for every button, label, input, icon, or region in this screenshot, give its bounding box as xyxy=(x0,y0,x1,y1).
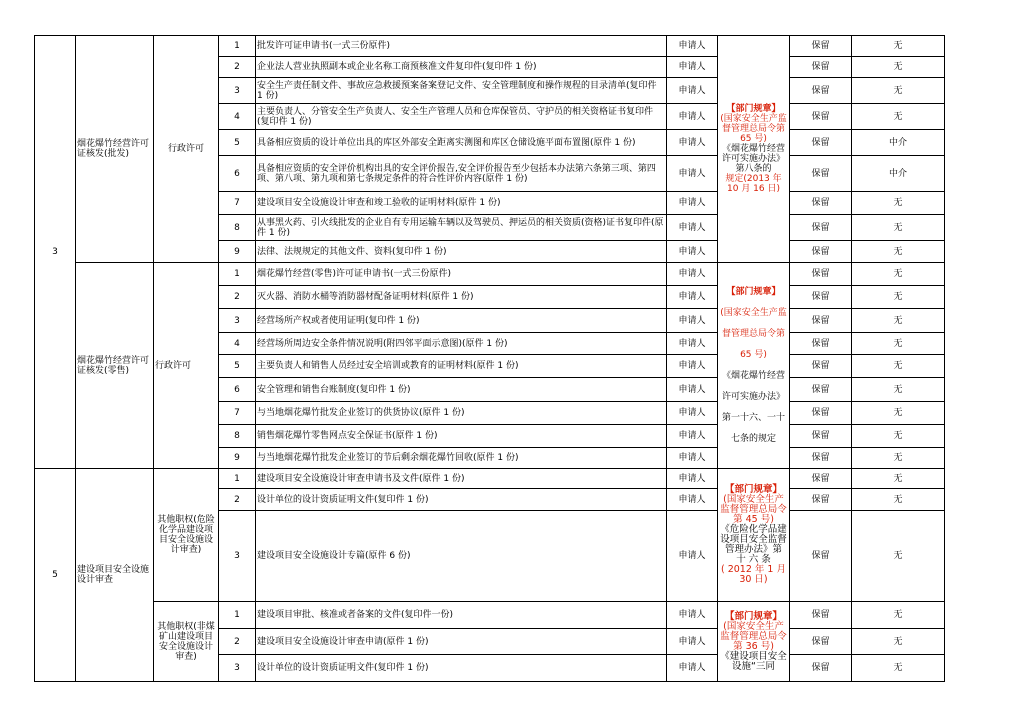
material-source: 申请人 xyxy=(667,104,718,130)
intermediary: 无 xyxy=(852,448,945,469)
row-index: 5 xyxy=(219,130,256,156)
row-index: 7 xyxy=(219,192,256,215)
keep-status: 保留 xyxy=(790,655,852,682)
intermediary: 无 xyxy=(852,378,945,402)
material-name: 灭火器、消防水桶等消防器材配备证明材料(原件 1 份) xyxy=(256,286,667,309)
material-name: 主要负责人和销售人员经过安全培训或教育的证明材料(原件 1 份) xyxy=(256,355,667,378)
row-index: 3 xyxy=(219,655,256,682)
section-number: 3 xyxy=(35,36,76,469)
intermediary: 无 xyxy=(852,425,945,448)
material-name: 烟花爆竹经营(零售)许可证申请书(一式三份原件) xyxy=(256,263,667,286)
row-index: 4 xyxy=(219,333,256,355)
keep-status: 保留 xyxy=(790,402,852,425)
material-source: 申请人 xyxy=(667,378,718,402)
intermediary: 无 xyxy=(852,655,945,682)
basis-title: 《烟花爆竹经营许可实施办法》第八条的 xyxy=(721,144,785,174)
keep-status: 保留 xyxy=(790,309,852,333)
matter-category: 其他职权(非煤矿山建设项目安全设施设计审查) xyxy=(154,602,219,682)
row-index: 2 xyxy=(219,489,256,511)
table-row xyxy=(35,263,945,286)
basis-title: 《烟花爆竹经营许可实施办法》第一十六、一十七条的规定 xyxy=(721,370,785,444)
intermediary: 中介 xyxy=(852,130,945,156)
material-source: 申请人 xyxy=(667,215,718,241)
material-name: 与当地烟花爆竹批发企业签订的供货协议(原件 1 份) xyxy=(256,402,667,425)
material-name: 批发许可证申请书(一式三份原件) xyxy=(256,36,667,57)
material-name: 企业法人营业执照副本或企业名称工商预核准文件复印件(复印件 1 份) xyxy=(256,57,667,78)
intermediary: 无 xyxy=(852,469,945,489)
material-name: 建设项目安全设施设计专篇(原件 6 份) xyxy=(256,511,667,602)
material-name: 法律、法规规定的其他文件、资料(复印件 1 份) xyxy=(256,241,667,263)
basis-tag: 【部门规章】 xyxy=(724,484,782,495)
material-name: 具备相应资质的设计单位出具的库区外部安全距离实测图和库区仓储设施平面布置图(原件 1 份) xyxy=(256,130,667,156)
intermediary: 无 xyxy=(852,309,945,333)
keep-status: 保留 xyxy=(790,57,852,78)
keep-status: 保留 xyxy=(790,602,852,629)
intermediary: 无 xyxy=(852,402,945,425)
basis-tag: 【部门规章】 xyxy=(726,104,781,114)
material-name: 建设项目审批、核准或者备案的文件(复印件一份) xyxy=(256,602,667,629)
row-index: 1 xyxy=(219,469,256,489)
row-index: 8 xyxy=(219,215,256,241)
intermediary: 无 xyxy=(852,355,945,378)
intermediary: 无 xyxy=(852,263,945,286)
row-index: 7 xyxy=(219,402,256,425)
legal-basis xyxy=(718,263,790,469)
material-source: 申请人 xyxy=(667,469,718,489)
keep-status: 保留 xyxy=(790,425,852,448)
material-source: 申请人 xyxy=(667,286,718,309)
keep-status: 保留 xyxy=(790,192,852,215)
keep-status: 保留 xyxy=(790,156,852,192)
matter-name: 建设项目安全设施设计审查 xyxy=(76,469,154,682)
intermediary: 无 xyxy=(852,333,945,355)
intermediary: 无 xyxy=(852,57,945,78)
material-source: 申请人 xyxy=(667,655,718,682)
material-name: 设计单位的设计资质证明文件(复印件 1 份) xyxy=(256,489,667,511)
intermediary: 无 xyxy=(852,104,945,130)
keep-status: 保留 xyxy=(790,104,852,130)
basis-date: ( 2012 年 1 月 30 日) xyxy=(720,564,786,585)
legal-basis xyxy=(718,602,790,682)
material-source: 申请人 xyxy=(667,425,718,448)
material-name: 建设项目安全设施设计审查申请(原件 1 份) xyxy=(256,629,667,655)
material-name: 从事黑火药、引火线批发的企业自有专用运输车辆以及驾驶员、押运员的相关资质(资格)证书复印件(原件 1 份) xyxy=(256,215,667,241)
material-source: 申请人 xyxy=(667,192,718,215)
row-index: 5 xyxy=(219,355,256,378)
keep-status: 保留 xyxy=(790,215,852,241)
material-source: 申请人 xyxy=(667,629,718,655)
material-name: 设计单位的设计资质证明文件(复印件 1 份) xyxy=(256,655,667,682)
table-row xyxy=(35,469,945,489)
material-source: 申请人 xyxy=(667,333,718,355)
intermediary: 无 xyxy=(852,629,945,655)
material-name: 主要负责人、分管安全生产负责人、安全生产管理人员和仓库保管员、守护员的相关资格证书复印件(复印件 1 份) xyxy=(256,104,667,130)
basis-date: 规定(2013 年 10 月 16 日) xyxy=(725,174,782,194)
row-index: 1 xyxy=(219,36,256,57)
material-source: 申请人 xyxy=(667,602,718,629)
material-name: 安全管理和销售台账制度(复印件 1 份) xyxy=(256,378,667,402)
material-source: 申请人 xyxy=(667,78,718,104)
row-index: 2 xyxy=(219,286,256,309)
material-source: 申请人 xyxy=(667,511,718,602)
intermediary: 无 xyxy=(852,192,945,215)
row-index: 4 xyxy=(219,104,256,130)
material-name: 具备相应资质的安全评价机构出具的安全评价报告,安全评价报告至少包括本办法第六条第三项、第四项、第八项、第九项和第七条规定条件的符合性评价内容(原件 1 份) xyxy=(256,156,667,192)
keep-status: 保留 xyxy=(790,629,852,655)
matter-category: 其他职权(危险化学品建设项目安全设施设计审查) xyxy=(154,469,219,602)
keep-status: 保留 xyxy=(790,333,852,355)
material-source: 申请人 xyxy=(667,36,718,57)
keep-status: 保留 xyxy=(790,263,852,286)
basis-line: (国家安全生产监督管理总局令第 36 号) xyxy=(720,620,787,652)
row-index: 2 xyxy=(219,629,256,655)
basis-tag: 【部门规章】 xyxy=(724,610,782,622)
intermediary: 无 xyxy=(852,511,945,602)
keep-status: 保留 xyxy=(790,36,852,57)
keep-status: 保留 xyxy=(790,78,852,104)
material-name: 经营场所产权或者使用证明(复印件 1 份) xyxy=(256,309,667,333)
keep-status: 保留 xyxy=(790,130,852,156)
material-source: 申请人 xyxy=(667,156,718,192)
keep-status: 保留 xyxy=(790,469,852,489)
material-name: 建设项目安全设施设计审查和竣工验收的证明材料(原件 1 份) xyxy=(256,192,667,215)
basis-line: (国家安全生产监督管理总局令第 65 号) xyxy=(720,114,787,144)
keep-status: 保留 xyxy=(790,489,852,511)
material-name: 经营场所周边安全条件情况说明(附四邻平面示意图)(原件 1 份) xyxy=(256,333,667,355)
keep-status: 保留 xyxy=(790,241,852,263)
material-source: 申请人 xyxy=(667,57,718,78)
matter-name: 烟花爆竹经营许可证核发(零售) xyxy=(76,263,154,469)
matter-category: 行政许可 xyxy=(154,263,219,469)
intermediary: 中介 xyxy=(852,156,945,192)
intermediary: 无 xyxy=(852,489,945,511)
keep-status: 保留 xyxy=(790,355,852,378)
material-source: 申请人 xyxy=(667,489,718,511)
row-index: 3 xyxy=(219,309,256,333)
row-index: 2 xyxy=(219,57,256,78)
legal-basis xyxy=(718,36,790,263)
material-name: 销售烟花爆竹零售网点安全保证书(原件 1 份) xyxy=(256,425,667,448)
material-name: 建设项目安全设施设计审查申请书及文件(原件 1 份) xyxy=(256,469,667,489)
material-name: 安全生产责任制文件、事故应急救援预案备案登记文件、安全管理制度和操作规程的目录清单(复印件 1 份) xyxy=(256,78,667,104)
keep-status: 保留 xyxy=(790,378,852,402)
basis-title: 《危险化学品建设项目安全监督管理办法》第 十 六 条 xyxy=(720,524,787,565)
material-source: 申请人 xyxy=(667,448,718,469)
row-index: 9 xyxy=(219,448,256,469)
matter-name: 烟花爆竹经营许可证核发(批发) xyxy=(76,36,154,263)
matter-category: 行政许可 xyxy=(154,36,219,263)
material-source: 申请人 xyxy=(667,241,718,263)
row-index: 1 xyxy=(219,602,256,629)
legal-basis xyxy=(718,469,790,602)
intermediary: 无 xyxy=(852,215,945,241)
row-index: 6 xyxy=(219,378,256,402)
material-name: 与当地烟花爆竹批发企业签订的节后剩余烟花爆竹回收(原件 1 份) xyxy=(256,448,667,469)
row-index: 9 xyxy=(219,241,256,263)
keep-status: 保留 xyxy=(790,286,852,309)
basis-title: 《建设项目安全设施“三同 xyxy=(720,650,787,672)
material-source: 申请人 xyxy=(667,309,718,333)
row-index: 6 xyxy=(219,156,256,192)
table-row xyxy=(35,602,945,629)
table-row xyxy=(35,36,945,57)
row-index: 1 xyxy=(219,263,256,286)
basis-line: (国家安全生产监督管理总局令第 45 号) xyxy=(720,494,787,525)
intermediary: 无 xyxy=(852,36,945,57)
section-number: 5 xyxy=(35,469,76,682)
row-index: 8 xyxy=(219,425,256,448)
material-source: 申请人 xyxy=(667,402,718,425)
keep-status: 保留 xyxy=(790,448,852,469)
intermediary: 无 xyxy=(852,78,945,104)
intermediary: 无 xyxy=(852,241,945,263)
intermediary: 无 xyxy=(852,602,945,629)
basis-tag: 【部门规章】 xyxy=(726,286,781,297)
matters-table xyxy=(34,35,945,682)
row-index: 3 xyxy=(219,78,256,104)
keep-status: 保留 xyxy=(790,511,852,602)
intermediary: 无 xyxy=(852,286,945,309)
material-source: 申请人 xyxy=(667,263,718,286)
material-source: 申请人 xyxy=(667,355,718,378)
basis-line: (国家安全生产监督管理总局令第 65 号) xyxy=(720,307,787,360)
material-source: 申请人 xyxy=(667,130,718,156)
row-index: 3 xyxy=(219,511,256,602)
